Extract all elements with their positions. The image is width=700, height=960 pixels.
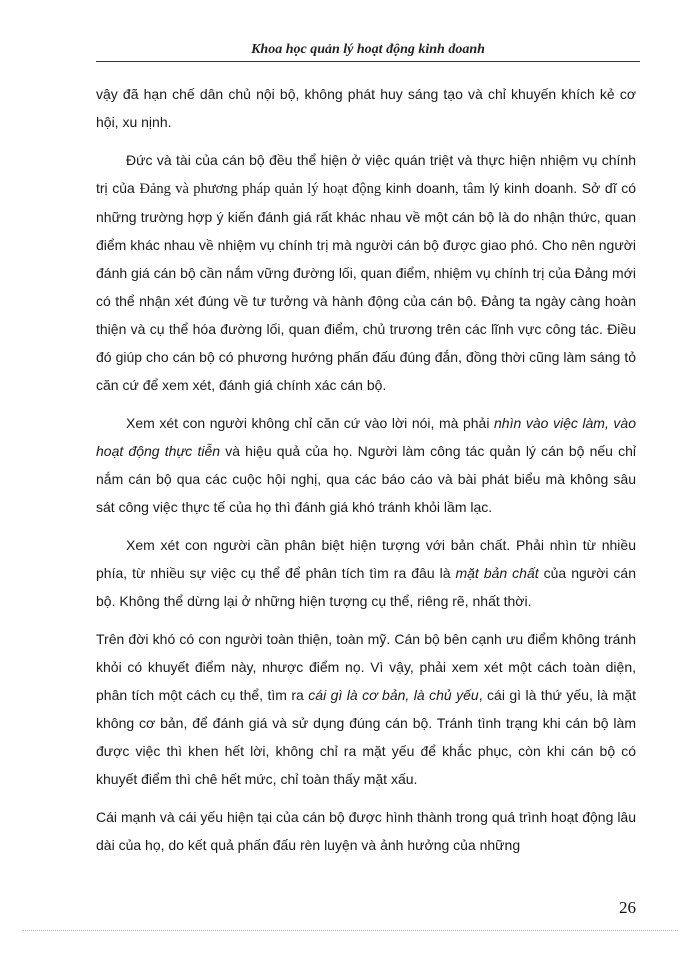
paragraph-3-emphasis: nhìn vào việc làm, vào hoạt động thực tiễn [96, 415, 636, 459]
paragraph-2-part-a: Đức [126, 152, 153, 168]
paragraph-2-part-f: lý kinh doanh. Sở dĩ có những trường hợp ý kiến đánh giá rất khác nhau về một cán bộ là do nhận thức, quan điểm khác nhau về nhiệm vụ chính trị mà người cán bộ được giao phó. Cho nên người đánh giá cán bộ cần nắm vững đường lối, quan điểm, nhiệm vụ chính trị của Đảng mới có thể nhận xét đúng về tư tưởng và hành động của cán bộ. Đảng ta ngày càng hoàn thiện và cụ thể hóa đường lối, quan điểm, chủ trương trên các lĩnh vực công tác. Điều đó giúp cho cán bộ có phương hướng phấn đấu đúng đắn, đồng thời cũng làm sáng tỏ căn cứ để xem xét, đánh giá chính xác cán bộ. [96, 180, 636, 393]
paragraph-3 [96, 409, 636, 521]
paragraph-3-part-a: Xem xét con người không chỉ căn cứ vào lời nói, mà phải [126, 415, 495, 431]
paragraph-4-part-a: Xem xét con người cần phân biệt hiện tượng với bản chất. Phải nhìn từ nhiều phía, từ nhiều sự việc cụ thể để phân tích tìm ra đâu là [96, 537, 636, 581]
paragraph-1: vậy đã hạn chế dân chủ nội bộ, không phát huy sáng tạo và chỉ khuyến khích kẻ cơ hội, xu nịnh. [96, 86, 636, 130]
page-number: 26 [619, 898, 636, 917]
paragraph-3-part-c: và hiệu quả của họ. Người làm công tác quản lý cán bộ nếu chỉ nắm cán bộ qua các cuộc hội nghị, qua các báo cáo và bài phát biểu mà không sâu sát công việc thực tế của họ thì đánh giá khó tránh khỏi lầm lạc. [96, 443, 636, 515]
footer-rule [22, 930, 678, 931]
paragraph-5-emphasis: cái gì là cơ bản, là chủ yếu [308, 687, 479, 703]
paragraph-5-part-c: , cái gì là thứ yếu, là mặt không cơ bản, để đánh giá và sử dụng đúng cán bộ. Tránh tình trạng khi cán bộ làm được việc thì khen hết lời, không chỉ ra mặt yếu để khắc phục, còn khi cán bộ có khuyết điểm thì chê hết mức, chỉ toàn thấy mặt xấu. [96, 687, 636, 787]
paragraph-2-part-b: và tài của cán bộ đều thể hiện ở việc quán triệt và thực hiện nhiệm vụ chính trị của [96, 152, 636, 196]
paragraph-5 [96, 625, 636, 793]
header-rule [96, 61, 640, 62]
paragraph-2 [96, 146, 636, 399]
paragraph-4-part-c: của người cán bộ. Không thể dừng lại ở những hiện tượng cụ thể, riêng rẽ, nhất thời. [96, 565, 636, 609]
paragraph-2-part-c: Đảng và phương pháp quản lý hoạt động [139, 181, 382, 197]
running-header: Khoa học quản lý hoạt động kinh doanh [251, 42, 485, 57]
page-body [96, 80, 636, 869]
paragraph-4-emphasis: mặt bản chất [455, 565, 539, 581]
paragraph-2-part-d: kinh doanh [381, 180, 455, 196]
paragraph-5-part-a: Trên đời khó có con người toàn thiện, toàn mỹ. Cán bộ bên cạnh ưu điểm không tránh khỏi có khuyết điểm này, nhược điểm nọ. Vì vậy, phải xem xét một cách toàn diện, phân tích một cách cụ thể, tìm ra [96, 631, 636, 703]
paragraph-2-part-e: , tâm [455, 181, 485, 197]
paragraph-4 [96, 531, 636, 615]
paragraph-6: Cái mạnh và cái yếu hiện tại của cán bộ được hình thành trong quá trình hoạt động lâu dài của họ, do kết quả phấn đấu rèn luyện và ảnh hưởng của những [96, 809, 636, 853]
